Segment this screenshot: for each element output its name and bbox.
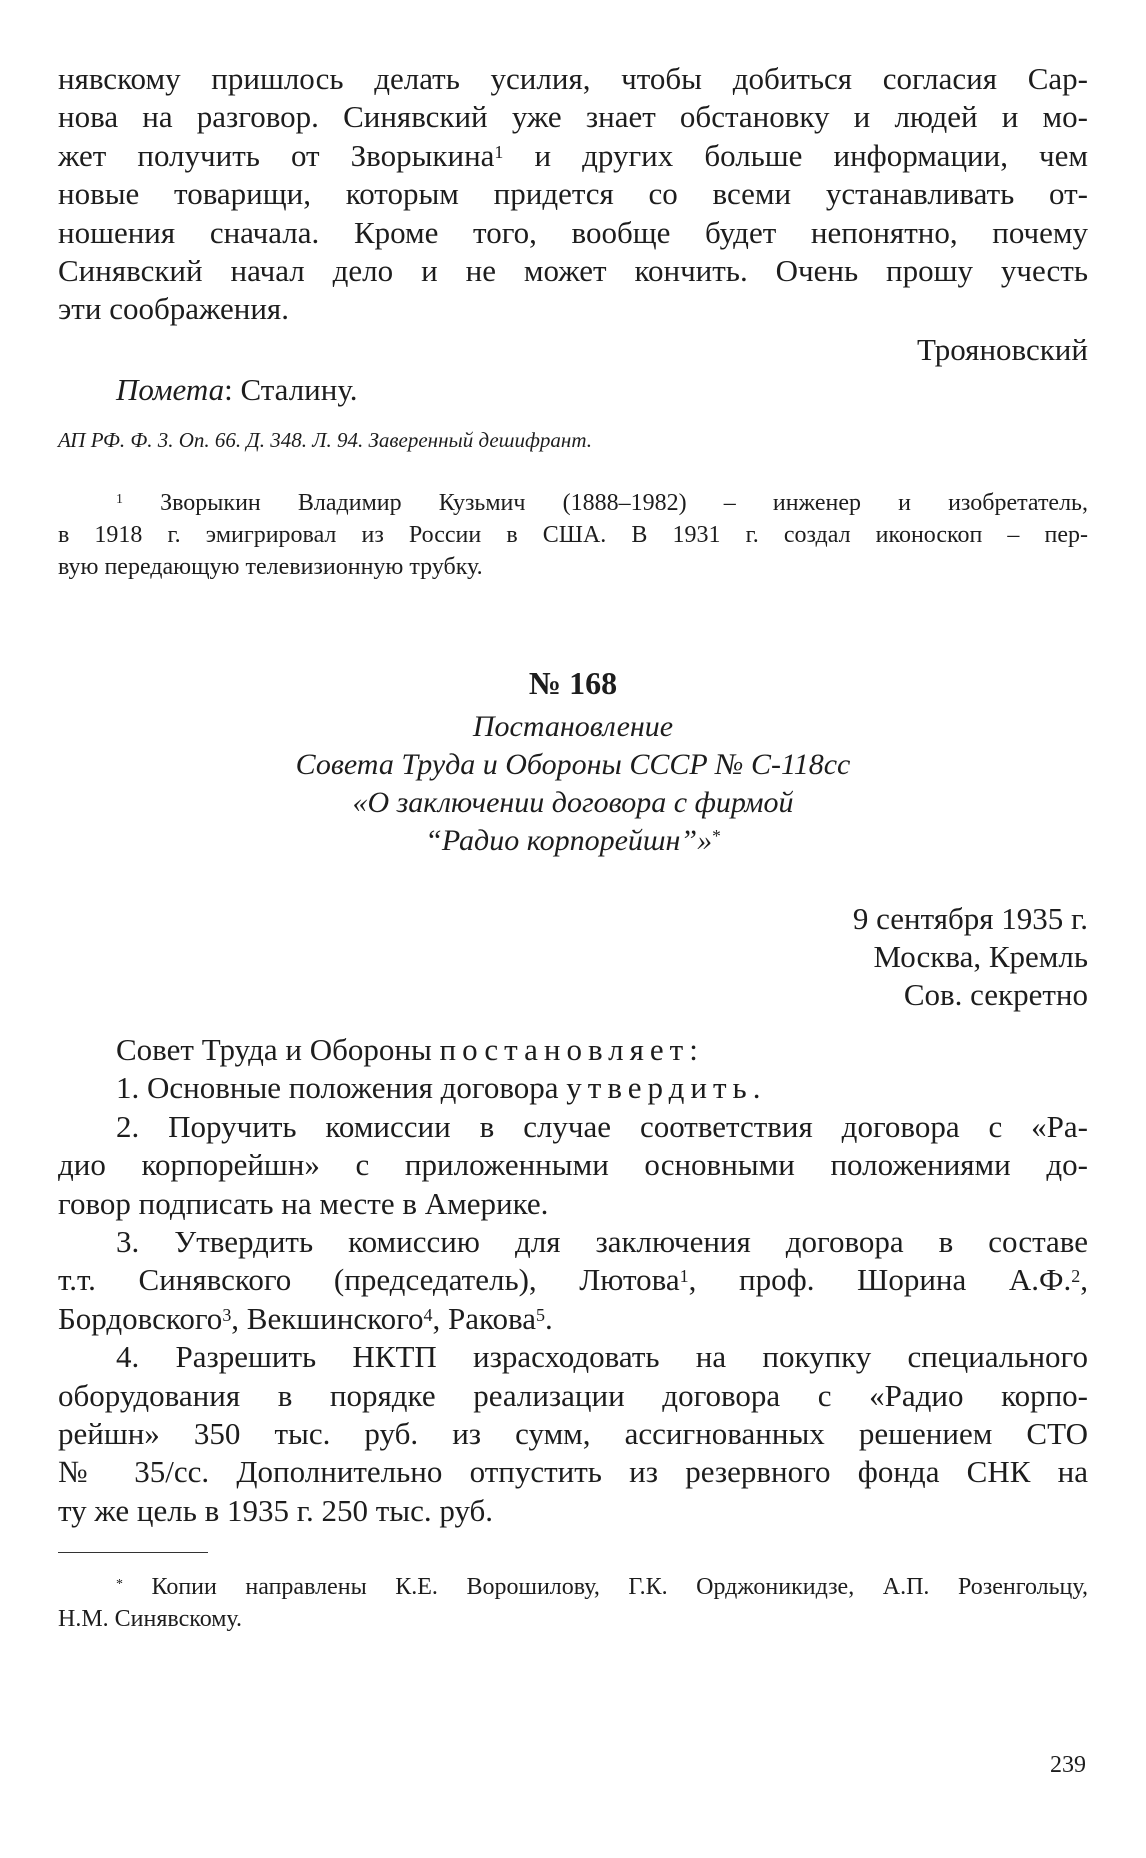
archive-source: АП РФ. Ф. 3. Оп. 66. Д. 348. Л. 94. Заверенный дешифрант. [58,427,593,452]
footnote-line: вую передающую телевизионную трубку. [58,553,483,580]
text-line: 3. Утвердить комиссию для заключения договора в составе [116,1223,1088,1259]
text-line: № 35/сс. Дополнительно отпустить из резервного фонда СНК на [58,1454,1088,1490]
page-number: 239 [1050,1752,1086,1778]
footnote-ref[interactable]: 2 [1071,1266,1081,1287]
text-line: Бордовского$^3$, Векшинского$^4$, Ракова$^5$. [58,1300,553,1336]
footnote-ref[interactable]: * [712,825,721,846]
text-line: новые товарищи, которым придется со всеми устанавливать от- [58,176,1088,212]
footnote-line: $^1$ Зворыкин Владимир Кузьмич (1888–1982) – инженер и изобретатель, [116,489,1088,516]
document-place: Москва, Кремль [873,939,1088,975]
document-meta [58,900,1088,1015]
decree-body [58,1031,1088,1530]
footnote-line: * Копии направлены К.Е. Ворошилову, Г.К. Орджоникидзе, А.П. Розенгольцу, [116,1574,1088,1601]
text-line: оборудования в порядке реализации договора с «Радио корпо- [58,1377,1088,1413]
decree-intro: Совет Труда и Обороны постановляет: [116,1031,698,1067]
text-line: говор подписать на месте в Америке. [58,1185,549,1221]
footnote-ref[interactable]: 1 [494,141,504,162]
text-line: Синявский начал дело и не может кончить. Очень прошу учесть [58,253,1088,289]
footnote-mark: 1 [116,492,123,508]
text-line: нова на разговор. Синявский уже знает обстановку и людей и мо- [58,99,1088,135]
document-title [58,708,1088,860]
footnote-line: в 1918 г. эмигрировал из России в США. В 1931 г. создал иконоскоп – пер- [58,521,1088,548]
document-date: 9 сентября 1935 г. [852,900,1088,936]
text-line: 4. Разрешить НКТП израсходовать на покупку специального [116,1339,1088,1375]
footnote-line: Н.М. Синявскому. [58,1606,243,1633]
signature: Трояновский [917,331,1088,367]
document-classification: Сов. секретно [903,977,1088,1013]
footnote-ref[interactable]: 4 [423,1304,433,1325]
footnote-1 [58,487,1088,583]
title-line: «О заключении договора с фирмой [352,785,794,819]
text-line: жет получить от Зворыкина$^1$ и других больше информации, чем [58,137,1088,173]
text-line: ношения сначала. Кроме того, вообще будет непонятно, почему [58,214,1088,250]
continuation-paragraph [58,60,1088,329]
text-line: т.т. Синявского (председатель), Лютова$^1$, проф. Шорина А.Ф.$^2$, [58,1262,1088,1298]
text-line: эти соображения. [58,291,289,327]
note-label: Помета [116,372,225,408]
text-line: нявскому пришлось делать усилия, чтобы добиться согласия Сар- [58,61,1088,96]
text-line: ту же цель в 1935 г. 250 тыс. руб. [58,1492,494,1528]
footnote-star [58,1571,1088,1635]
title-line: “Радио корпорейшн”»* [425,823,721,857]
decree-item-1: 1. Основные положения договора утвердить. [116,1070,761,1106]
note-text: : Сталину. [224,372,358,408]
title-line: Постановление [472,709,674,743]
text-line: рейшн» 350 тыс. руб. из сумм, ассигнованных решением СТО [58,1415,1088,1451]
footnote-ref[interactable]: 1 [679,1266,689,1287]
footnote-divider [58,1552,208,1553]
footnote-ref[interactable]: 5 [536,1304,545,1325]
footnote-ref[interactable]: 3 [222,1304,232,1325]
text-line: дио корпорейшн» с приложенными основными положениями до- [58,1147,1088,1183]
note [58,371,1088,409]
title-line: Совета Труда и Обороны СССР № С-118сс [295,747,851,781]
page-content [58,60,1088,1635]
document-number: № 168 [528,664,618,701]
footnote-mark: * [116,1576,123,1592]
text-line: 2. Поручить комиссии в случае соответствия договора с «Ра- [116,1108,1088,1144]
